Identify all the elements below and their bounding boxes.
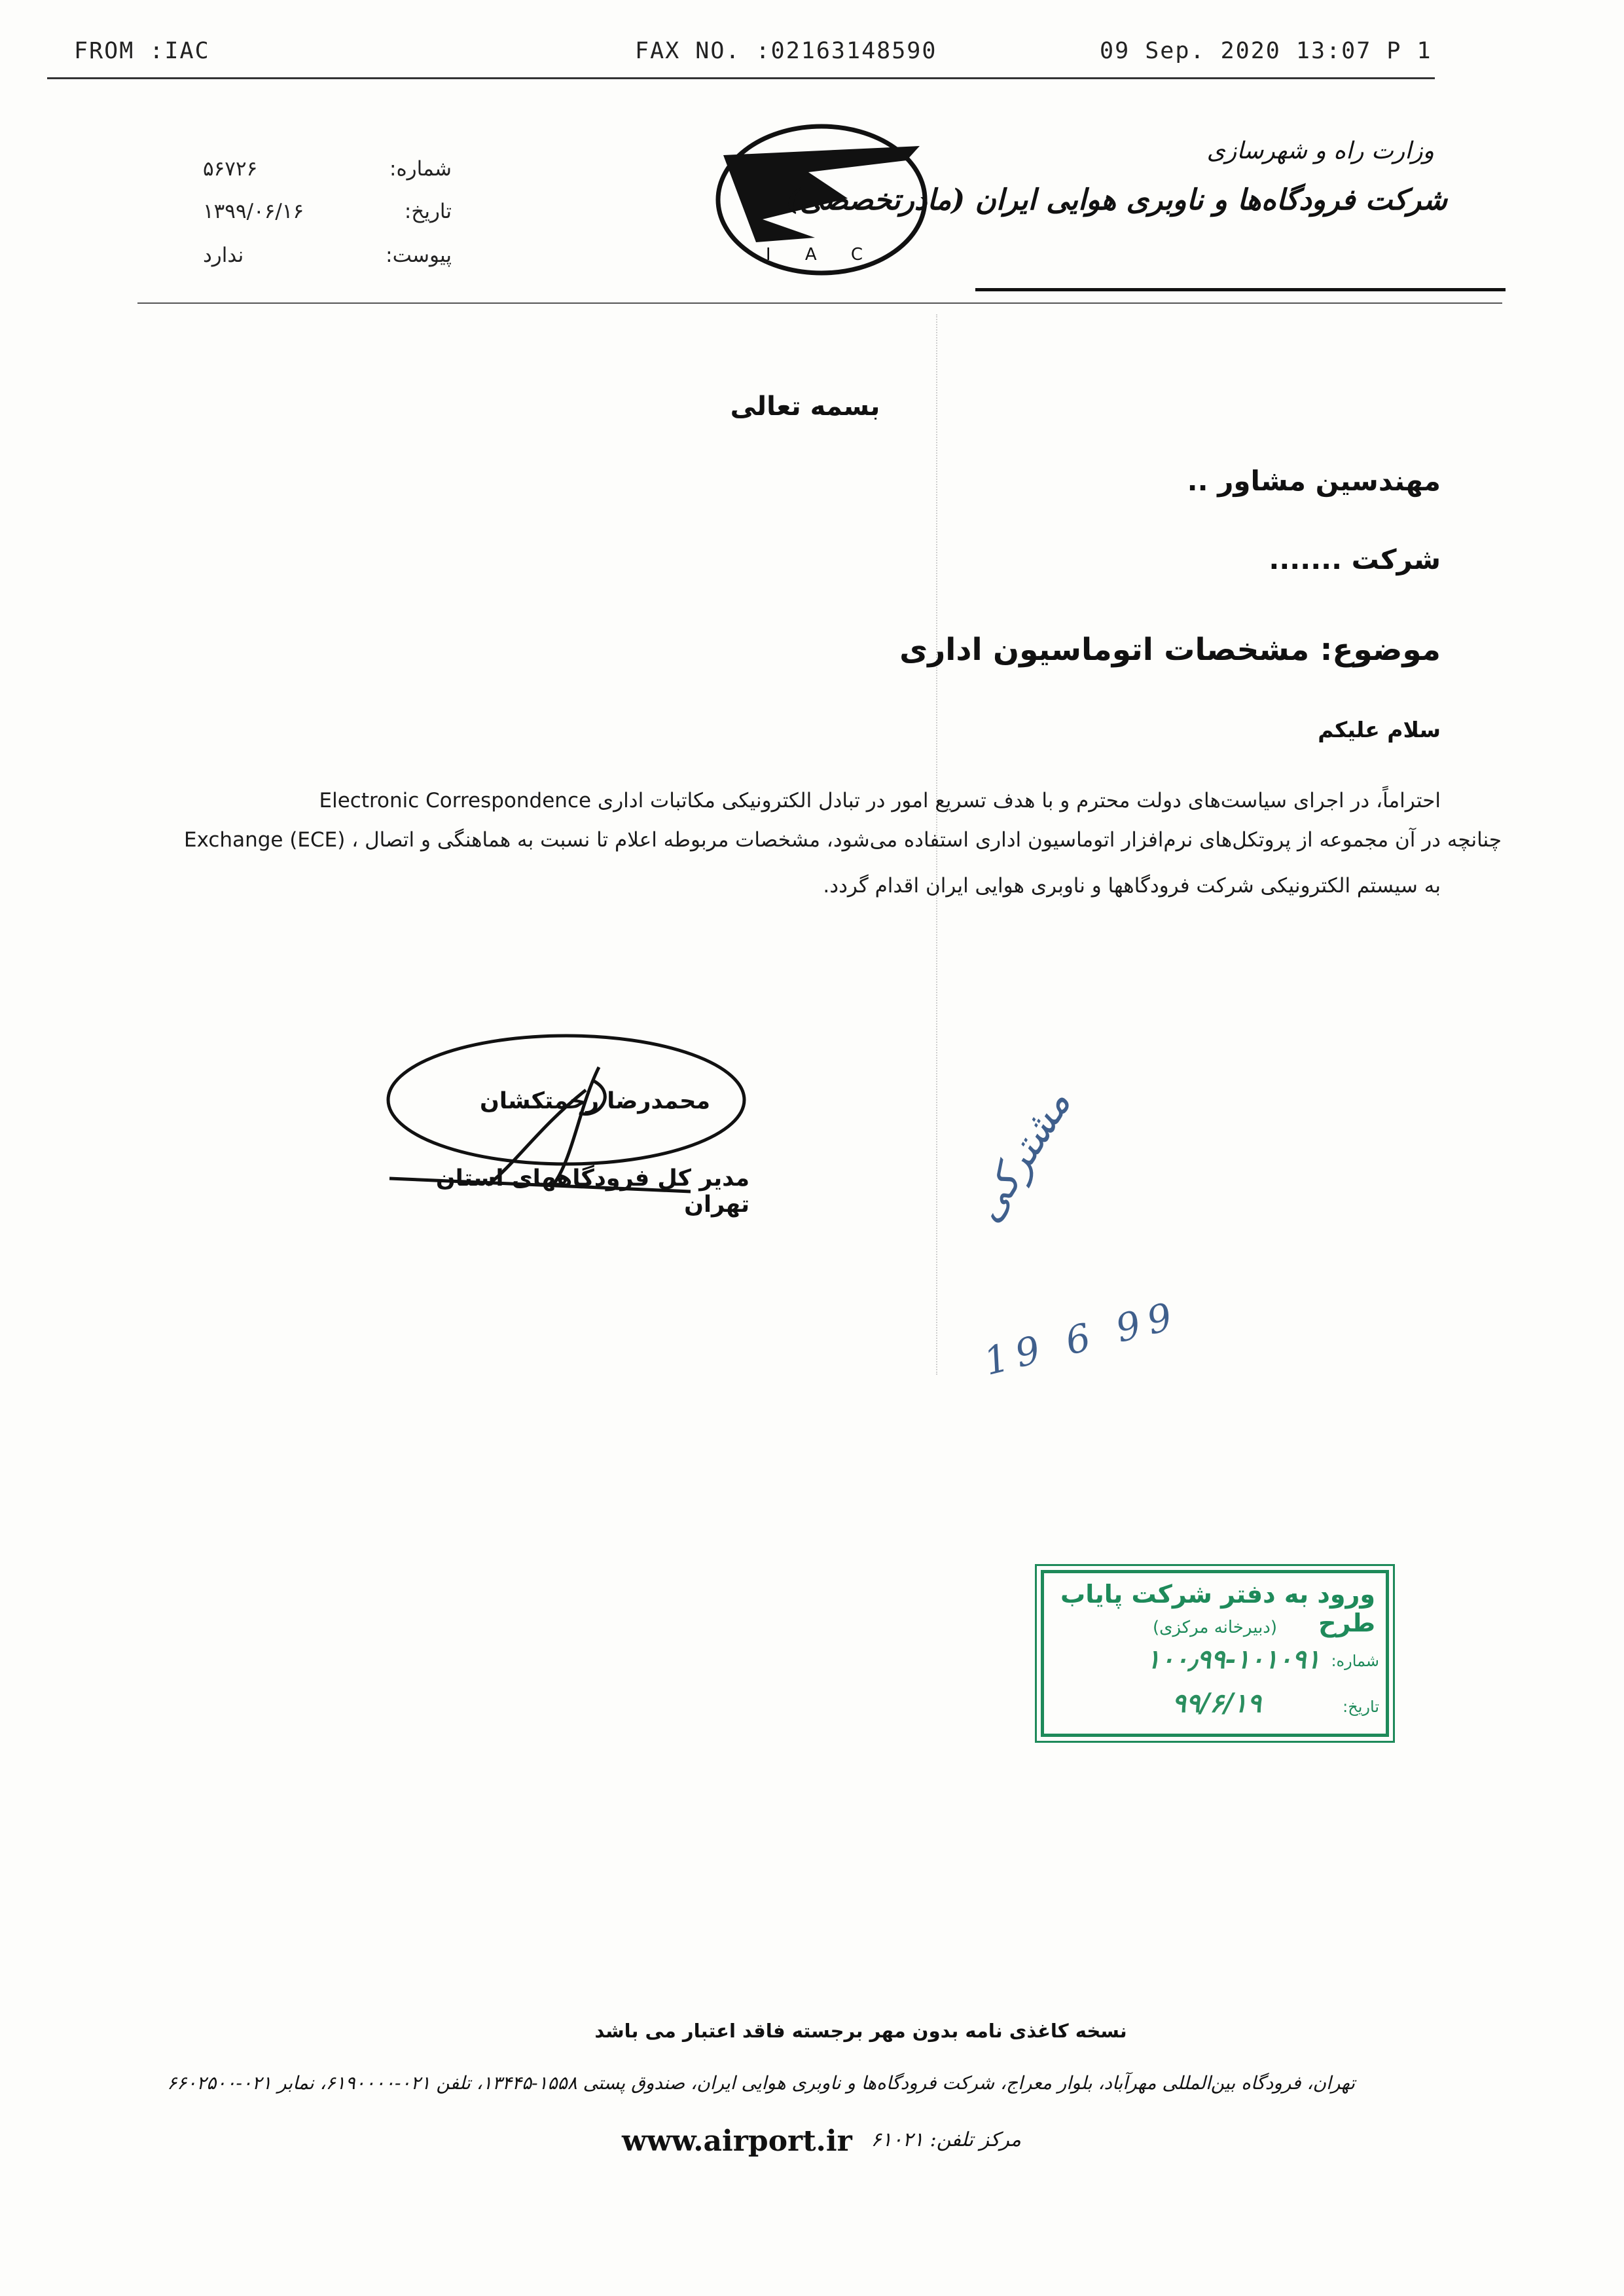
letterhead-rule-thin [137,302,1502,304]
stamp-date: ۹۹/۶/۱۹ [1172,1688,1261,1719]
reference-number: شماره: ۵۶۷۲۶ [203,157,452,181]
stamp-title: ورود به دفتر شرکت پایاب طرح [1060,1580,1375,1637]
fax-header-rule [47,77,1435,79]
company-name: شرکت فرودگاه‌ها و ناوبری هوایی ایران (مادرتخصصی) [786,183,1447,217]
body-line-2: Exchange (ECE) ، چنانچه در آن مجموعه از پروتکل‌های نرم‌افزار اتوماسیون اداری استفاده می‌شود، مشخصات مربوطه اعلام تا نسبت به هماهنگی و اتصال [184,828,1502,852]
recipient-line-2: شرکت ....... [1269,543,1441,575]
handwritten-date: 19 6 99 [979,1292,1185,1384]
validity-note: نسخه کاغذی نامه بدون مهر برجسته فاقد اعتبار می باشد [594,2020,1127,2042]
logo-text: I A C [765,245,878,264]
body-line-1: احتراماً، در اجرای سیاست‌های دولت محترم و با هدف تسریع امور در تبادل الکترونیکی مکاتبات اداری Electronic Correspondence [319,789,1441,812]
subject-line: موضوع: مشخصات اتوماسیون اداری [899,632,1441,668]
fax-datetime: 09 Sep. 2020 13:07 P 1 [1100,38,1432,64]
recipient-line-1: مهندسین مشاور .. [1187,465,1441,497]
footer-contact [622,2124,1021,2164]
reference-attachment: پیوست: ندارد [203,244,452,267]
stamp-number: ۱۰۰٫۹۹-۱۰۱۰۹۱ [1146,1644,1320,1675]
body-line-3: به سیستم الکترونیکی شرکت فرودگاهها و ناوبری هوایی ایران اقدام گردد. [823,874,1441,898]
ministry-name: وزارت راه و شهرسازی [1206,137,1434,164]
stamp-date-label: تاریخ: [1343,1698,1379,1716]
stamp-number-label: شماره: [1331,1652,1379,1670]
greeting: سلام علیکم [1318,717,1441,742]
website-link[interactable]: www.airport.ir [622,2124,852,2158]
footer-address: تهران، فرودگاه بین‌المللی مهرآباد، بلوار معراج، شرکت فرودگاه‌ها و ناوبری هوایی ایران، صندوق پستی ۱۵۵۸-۱۳۴۴۵، تلفن ۰۲۱-۶۱۹۰۰۰۰، نمابر ۰۲۱-۶۶۰۲۵۰۰ [167,2072,1355,2094]
fax-from: FROM :IAC [74,38,210,64]
reference-date: تاریخ: ۱۳۹۹/۰۶/۱۶ [203,200,452,223]
fax-number: FAX NO. :02163148590 [635,38,937,64]
receipt-stamp [1041,1570,1389,1737]
letterhead-rule-thick [975,288,1506,291]
signatory-name: محمدرضا رحمتکشان [480,1088,710,1114]
signature-area [383,1028,749,1218]
signatory-title: مدیر کل فرودگاههای استان تهران [435,1165,749,1218]
invocation: بسمه تعالی [730,392,880,422]
handwritten-note: مشترکی [962,1081,1080,1230]
call-center: مرکز تلفن: ۶۱۰۲۱ [871,2128,1021,2151]
stamp-subtitle: (دبیرخانه مرکزی) [1152,1618,1278,1637]
